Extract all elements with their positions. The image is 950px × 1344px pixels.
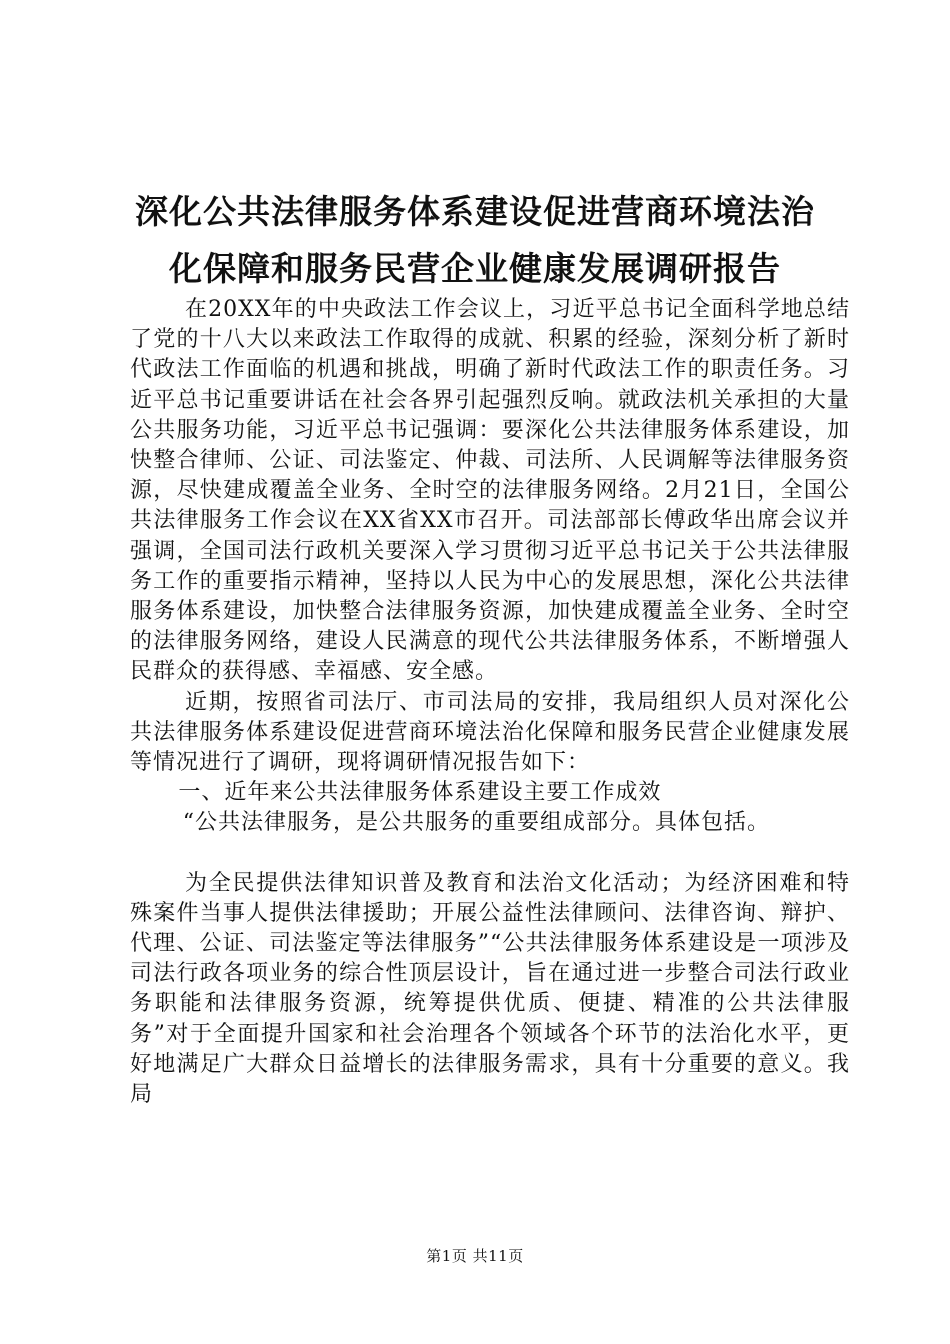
blank-line [130, 839, 850, 869]
paragraph-survey: 近期，按照省司法厅、市司法局的安排，我局组织人员对深化公共法律服务体系建设促进营商环境法治化保障和服务民营企业健康发展等情况进行了调研，现将调研情况报告如下： [130, 689, 850, 776]
paragraph-intro: 在20XX年的中央政法工作会议上，习近平总书记全面科学地总结了党的十八大以来政法工作取得的成就、积累的经验，深刻分析了新时代政法工作面临的机遇和挑战，明确了新时代政法工作的职责任务。习近平总书记重要讲话在社会各界引起强烈反响。就政法机关承担的大量公共服务功能，习近平总书记强调：要深化公共法律服务体系建设，加快整合律师、公证、司法鉴定、仲裁、司法所、人民调解等法律服务资源，尽快建成覆盖全业务、全时空的法律服务网络。2月21日，全国公共法律服务工作会议在XX省XX市召开。司法部部长傅政华出席会议并强调，全国司法行政机关要深入学习贯彻习近平总书记关于公共法律服务工作的重要指示精神，坚持以人民为中心的发展思想，深化公共法律服务体系建设，加快整合法律服务资源，加快建成覆盖全业务、全时空的法律服务网络，建设人民满意的现代公共法律服务体系，不断增强人民群众的获得感、幸福感、安全感。 [130, 297, 850, 685]
paragraph-services: 为全民提供法律知识普及教育和法治文化活动；为经济困难和特殊案件当事人提供法律援助；开展公益性法律顾问、法律咨询、辩护、代理、公证、司法鉴定等法律服务”“公共法律服务体系建设是一项涉及司法行政各项业务的综合性顶层设计，旨在通过进一步整合司法行政业务职能和法律服务资源，统筹提供优质、便捷、精准的公共法律服务”对于全面提升国家和社会治理各个领域各个环节的法治化水平，更好地满足广大群众日益增长的法律服务需求，具有十分重要的意义。我局 [130, 870, 850, 1108]
document-body [130, 295, 850, 1110]
section-heading-1: 一、近年来公共法律服务体系建设主要工作成效 [178, 780, 662, 806]
paragraph-quote: “公共法律服务，是公共服务的重要组成部分。具体包括。 [182, 810, 771, 836]
page-footer: 第1页 共11页 [426, 1247, 524, 1265]
document-title-line-2: 化保障和服务民营企业健康发展调研报告 [169, 249, 781, 288]
document-title-line-1: 深化公共法律服务体系建设促进营商环境法治 [135, 192, 815, 231]
